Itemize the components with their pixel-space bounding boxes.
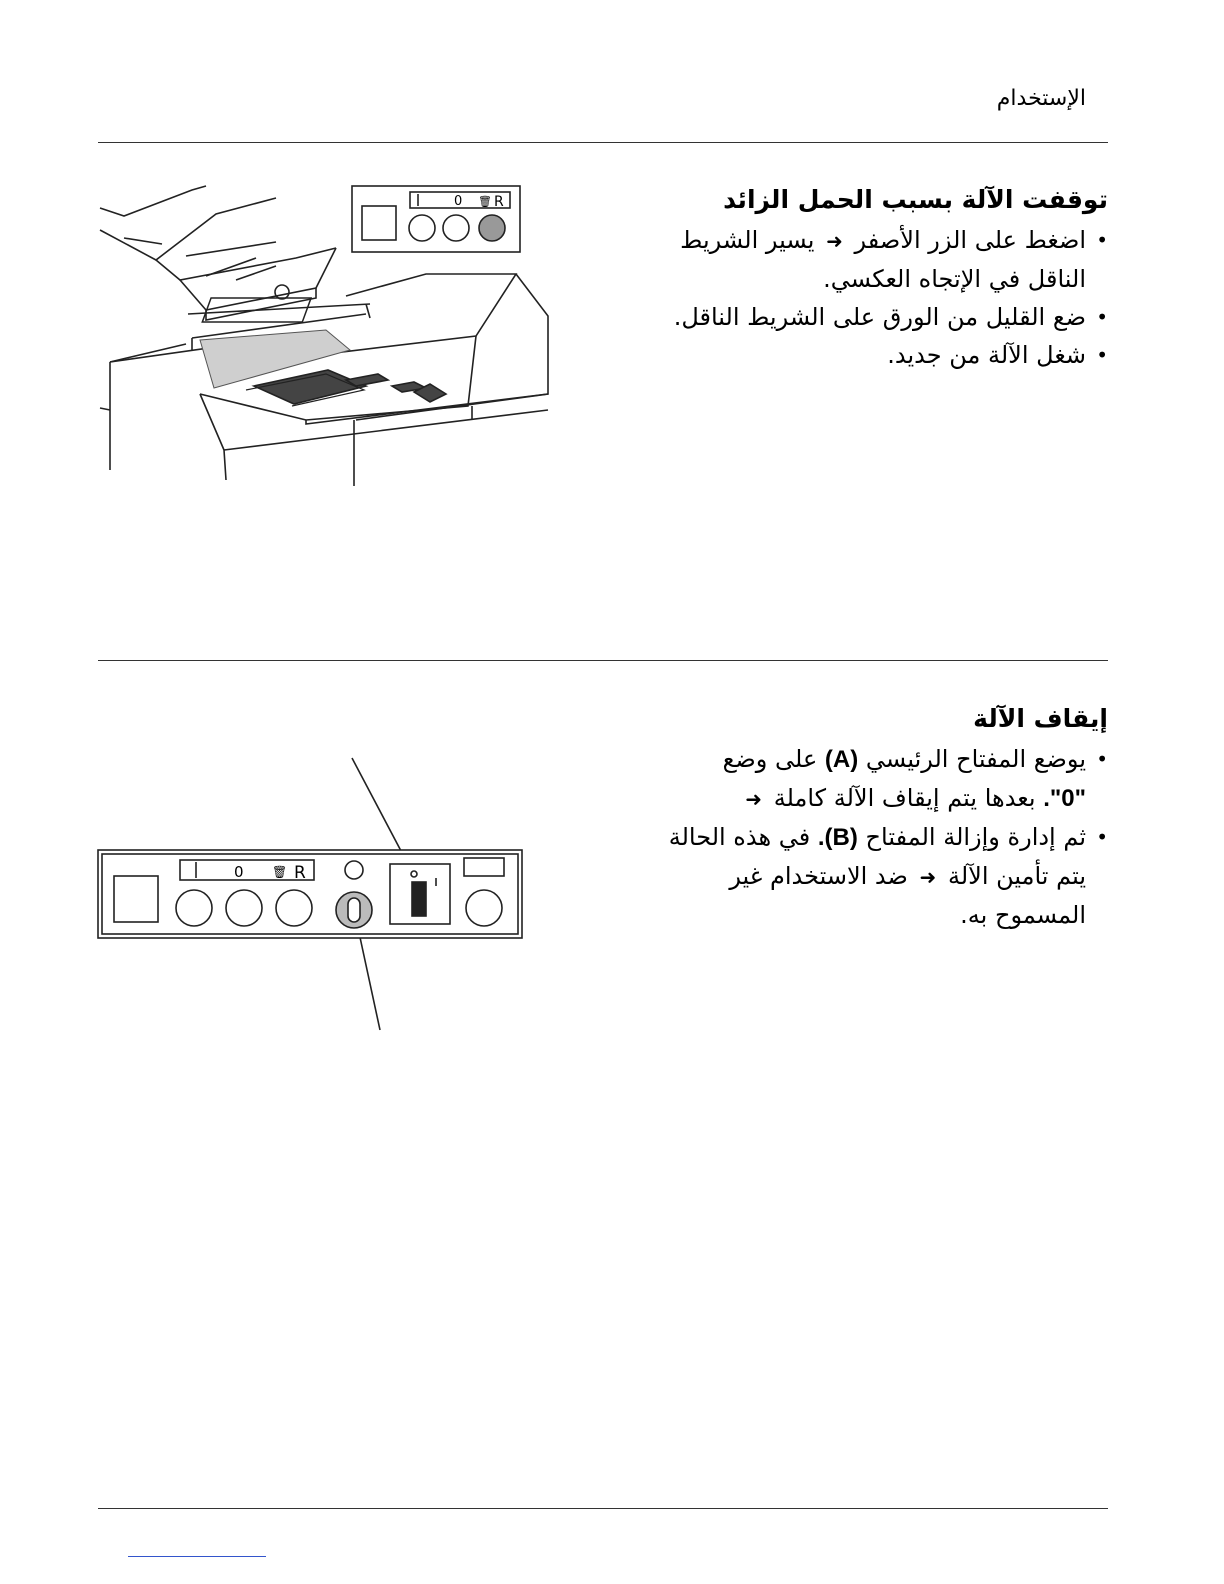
step-text: اضغط على الزر الأصفر bbox=[854, 226, 1086, 254]
overload-step-1 bbox=[674, 221, 1108, 298]
off-button[interactable] bbox=[226, 890, 262, 926]
on-button[interactable] bbox=[176, 890, 212, 926]
arrow-icon: ➜ bbox=[745, 787, 763, 811]
header-divider bbox=[98, 142, 1108, 143]
bin-icon: 🗑 bbox=[272, 865, 288, 879]
overload-steps bbox=[674, 221, 1108, 374]
shutdown-section bbox=[669, 702, 1108, 934]
overload-section bbox=[674, 183, 1108, 374]
step-text: يتم تأمين الآلة bbox=[947, 862, 1086, 890]
shutdown-step-2-line-3: المسموح به. bbox=[960, 901, 1086, 929]
shutdown-step-1-line-1 bbox=[669, 740, 1086, 779]
footer-divider bbox=[98, 1508, 1108, 1509]
overload-step-1-line-1 bbox=[674, 221, 1086, 260]
step-text: ثم إدارة وإزالة المفتاح bbox=[865, 823, 1086, 851]
control-panel-inset bbox=[352, 186, 520, 252]
extra-button[interactable] bbox=[466, 890, 502, 926]
control-panel-illustration bbox=[96, 750, 526, 1040]
panel-zero-label: 0 bbox=[454, 194, 463, 209]
label-a: (A) bbox=[824, 746, 859, 773]
overload-step-1-line-2: الناقل في الإتجاه العكسي. bbox=[823, 265, 1086, 293]
footer-link-underline bbox=[128, 1556, 266, 1557]
arrow-icon: ➜ bbox=[826, 229, 843, 253]
shutdown-step-1-line-2 bbox=[669, 779, 1086, 818]
key-slot bbox=[348, 898, 360, 922]
page-header-title: الإستخدام bbox=[996, 86, 1086, 111]
shutdown-step-1 bbox=[669, 740, 1108, 818]
shredder-machine-illustration bbox=[96, 180, 556, 490]
panel-r-label: R bbox=[294, 863, 306, 883]
main-switch-handle bbox=[412, 882, 426, 916]
step-text: يسير الشريط bbox=[680, 226, 815, 254]
overload-heading: توقفت الآلة بسبب الحمل الزائد bbox=[723, 185, 1108, 214]
reverse-button[interactable] bbox=[276, 890, 312, 926]
shutdown-steps bbox=[669, 740, 1108, 934]
panel-r-label: R bbox=[494, 194, 504, 210]
overload-step-3: • شغل الآلة من جديد. bbox=[674, 336, 1108, 374]
step-text: بعدها يتم إيقاف الآلة كاملة bbox=[773, 784, 1036, 812]
shutdown-step-2-line-1 bbox=[669, 818, 1086, 857]
shutdown-heading: إيقاف الآلة bbox=[973, 704, 1108, 733]
step-text: ضد الاستخدام غير bbox=[729, 862, 908, 890]
on-button[interactable] bbox=[409, 215, 435, 241]
section-divider bbox=[98, 660, 1108, 661]
key-switch-leader-line bbox=[358, 928, 380, 1030]
step-text: يوضع المفتاح الرئيسي bbox=[865, 745, 1086, 773]
shutdown-step-2-line-2 bbox=[669, 857, 1086, 896]
step-text: في هذه الحالة bbox=[668, 823, 811, 851]
panel-zero-label: 0 bbox=[234, 863, 244, 881]
off-button[interactable] bbox=[443, 215, 469, 241]
label-b: (B). bbox=[817, 824, 858, 851]
shutdown-step-2 bbox=[669, 818, 1108, 934]
panel-frame bbox=[98, 850, 522, 938]
zero-position: "0". bbox=[1043, 785, 1086, 812]
overload-step-2: • ضع القليل من الورق على الشريط الناقل. bbox=[674, 298, 1108, 336]
reverse-button[interactable] bbox=[479, 215, 505, 241]
arrow-icon: ➜ bbox=[919, 865, 937, 889]
bin-icon: 🗑 bbox=[478, 195, 492, 208]
step-text: على وضع bbox=[722, 745, 818, 773]
